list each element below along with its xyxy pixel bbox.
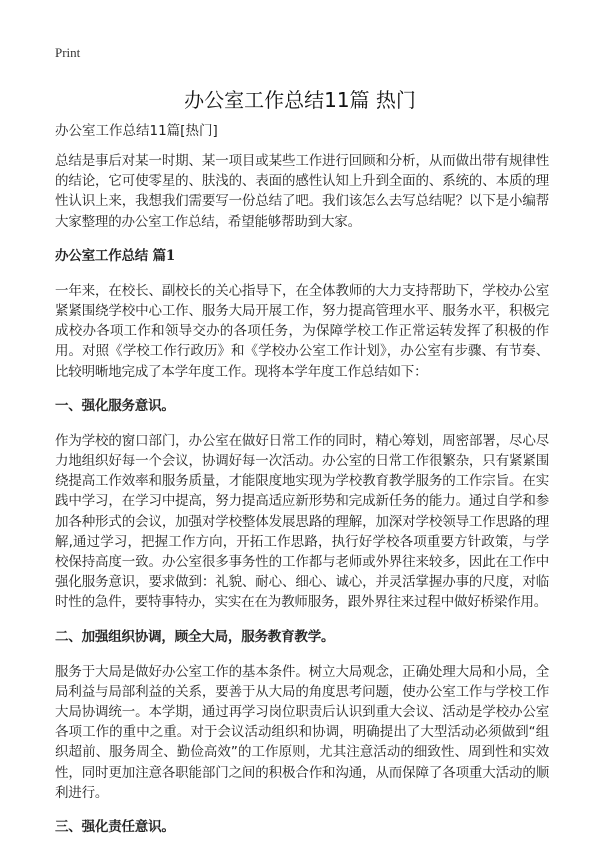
section3-heading: 三、强化责任意识。 — [55, 819, 175, 836]
document-title: 办公室工作总结11篇 热门 — [184, 88, 416, 112]
section2-heading: 二、加强组织协调，顾全大局，服务教育教学。 — [55, 628, 335, 645]
document-subtitle: 办公室工作总结11篇[热门] — [55, 123, 218, 139]
section2-paragraph: 服务于大局是做好办公室工作的基本条件。树立大局观念，正确处理大局和小局，全局利益与局部利益的关系，要善于从大局的角度思考问题，使办公室工作与学校工作大局协调统一。本学期，通过再学习岗位职责后认识到重大会议、活动是学校办公室各项工作的重中之重。对于会议活动组织和协调，明确提出了大型活动必须做到“组织超前、服务周全、勤俭高效”的工作原则，尤其注意活动的细致性、周到性和实效性，同时更加注意各职能部门之间的积极合作和沟通，从而保障了各项重大活动的顺利进行。 — [55, 663, 549, 801]
section1-paragraph: 作为学校的窗口部门，办公室在做好日常工作的同时，精心筹划，周密部署，尽心尽力地组织好每一个会议，协调好每一次活动。办公室的日常工作很繁杂，只有紧紧围绕提高工作效率和服务质量，才能限度地实现为学校教育教学服务的工作宗旨。在实践中学习，在学习中提高，努力提高适应新形势和完成新任务的能力。通过自学和参加各种形式的会议，加强对学校整体发展思路的理解，加深对学校领导工作思路的理解,通过学习，把握工作方向，开拓工作思路，执行好学校各项重要方针政策，与学校保持高度一致。办公室很多事务性的工作都与老师或外界往来较多，因此在工作中强化服务意识，要求做到：礼貌、耐心、细心、诚心，并灵活掌握办事的尺度，对临时性的急件，要特事特办，实实在在为教师服务，跟外界往来过程中做好桥梁作用。 — [55, 432, 549, 611]
section1-heading: 一、强化服务意识。 — [55, 397, 175, 414]
article-heading: 办公室工作总结 篇1 — [55, 247, 176, 264]
article-intro-paragraph: 一年来，在校长、副校长的关心指导下，在全体教师的大力支持帮助下，学校办公室紧紧围绕学校中心工作、服务大局开展工作，努力提高管理水平、服务水平，积极完成校办各项工作和领导交办的各项任务，为保障学校工作正常运转发挥了积极的作用。对照《学校工作行政历》和《学校办公室工作计划》，办公室有步骤、有节奏、比较明晰地完成了本学年度工作。现将本学年度工作总结如下： — [55, 282, 549, 380]
print-label[interactable]: Print — [55, 45, 81, 60]
intro-paragraph: 总结是事后对某一时期、某一项目或某些工作进行回顾和分析，从而做出带有规律性的结论，它可使零星的、肤浅的、表面的感性认知上升到全面的、系统的、本质的理性认识上来，我想我们需要写一份总结了吧。我们该怎么去写总结呢？以下是小编帮大家整理的办公室工作总结，希望能够帮助到大家。 — [55, 153, 549, 230]
document-body — [55, 121, 549, 852]
